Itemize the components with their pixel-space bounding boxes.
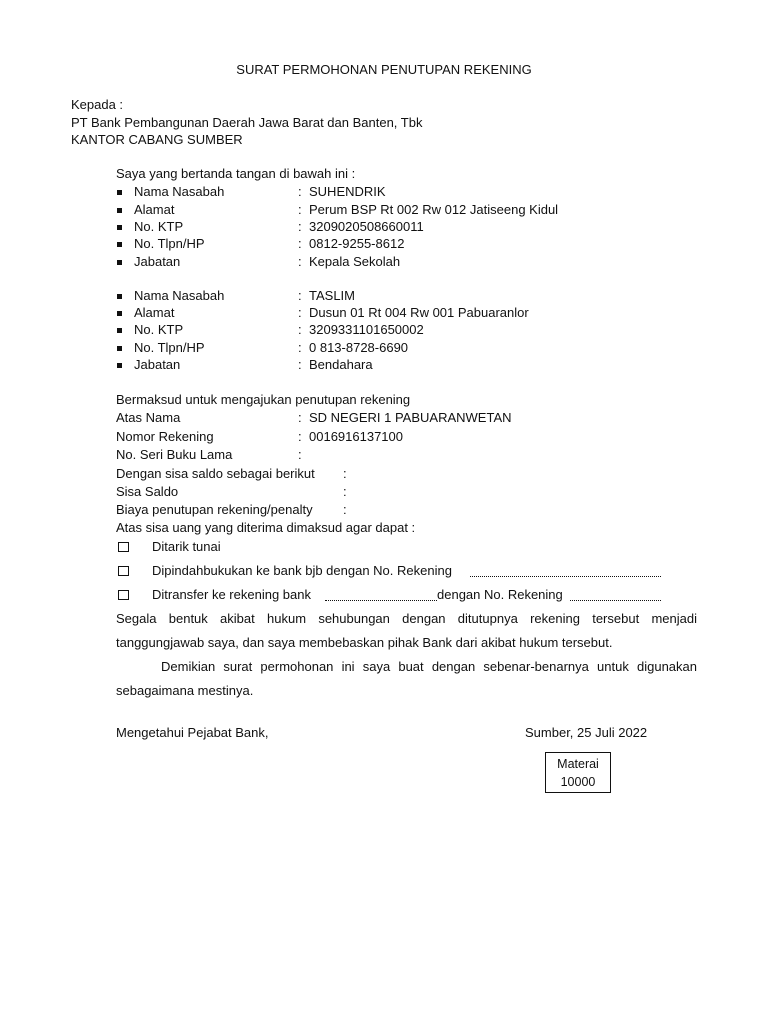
signer-2-name-row bbox=[116, 288, 696, 305]
signer-2-ktp-row bbox=[116, 322, 696, 339]
transfer-account-blank[interactable] bbox=[570, 589, 661, 601]
signer-1-name-row bbox=[116, 184, 696, 201]
field-colon: : bbox=[298, 288, 302, 303]
field-colon: : bbox=[298, 410, 302, 425]
stamp-amount: 10000 bbox=[560, 775, 596, 789]
bullet-icon bbox=[117, 190, 122, 195]
letter-title: SURAT PERMOHONAN PENUTUPAN REKENING bbox=[236, 62, 532, 77]
recipient-greeting: Kepada : bbox=[71, 97, 124, 112]
field-value: Dusun 01 Rt 004 Rw 001 Pabuaranlor bbox=[309, 305, 529, 320]
option-label: Ditransfer ke rekening bank bbox=[152, 587, 311, 602]
account-number-row bbox=[116, 429, 696, 446]
option-bank-transfer bbox=[116, 587, 696, 604]
field-value: 3209331101650002 bbox=[309, 322, 424, 337]
recipient-bank: PT Bank Pembangunan Daerah Jawa Barat dan Banten, Tbk bbox=[71, 115, 423, 130]
field-label: Nomor Rekening bbox=[116, 429, 214, 444]
liability-paragraph: Segala bentuk akibat hukum sehubungan dengan ditutupnya rekening tersebut menjadi tanggungjawab saya, dan saya membebaskan pihak Bank dari akibat hukum tersebut. bbox=[116, 611, 697, 650]
bullet-icon bbox=[117, 294, 122, 299]
signer-2-position-row bbox=[116, 357, 696, 374]
field-label: No. KTP bbox=[134, 322, 184, 337]
option-label-2: dengan No. Rekening bbox=[437, 587, 563, 602]
field-label: No. KTP bbox=[134, 219, 184, 234]
field-value: Kepala Sekolah bbox=[309, 254, 401, 269]
field-label: Nama Nasabah bbox=[134, 288, 225, 303]
field-colon: : bbox=[298, 236, 302, 251]
stamp-label: Materai bbox=[557, 757, 599, 771]
bullet-icon bbox=[117, 363, 122, 368]
place-date: Sumber, 25 Juli 2022 bbox=[525, 725, 648, 740]
signer-1-phone-row bbox=[116, 236, 696, 253]
field-value: TASLIM bbox=[309, 288, 355, 303]
field-label: Jabatan bbox=[134, 254, 181, 269]
field-colon: : bbox=[298, 322, 302, 337]
bullet-icon bbox=[117, 225, 122, 230]
field-colon: : bbox=[298, 447, 302, 462]
bullet-icon bbox=[117, 311, 122, 316]
field-label: No. Tlpn/HP bbox=[134, 236, 205, 251]
field-label: Jabatan bbox=[134, 357, 181, 372]
option-label: Ditarik tunai bbox=[152, 539, 221, 554]
field-label: Biaya penutupan rekening/penalty bbox=[116, 502, 313, 517]
field-colon: : bbox=[298, 357, 302, 372]
signer-1-position-row bbox=[116, 254, 696, 271]
field-value: SUHENDRIK bbox=[309, 184, 386, 199]
option-cash-withdrawal bbox=[116, 539, 696, 556]
purpose-text: Bermaksud untuk mengajukan penutupan rekening bbox=[116, 392, 411, 407]
field-label: Sisa Saldo bbox=[116, 484, 179, 499]
remaining-balance-row bbox=[116, 484, 696, 501]
field-value: 0812-9255-8612 bbox=[309, 236, 405, 251]
option-label: Dipindahbukukan ke bank bjb dengan No. Rekening bbox=[152, 563, 452, 578]
field-colon: : bbox=[298, 184, 302, 199]
field-label: Atas Nama bbox=[116, 410, 181, 425]
field-value: Bendahara bbox=[309, 357, 373, 372]
field-value: 3209020508660011 bbox=[309, 219, 424, 234]
remaining-funds-intro: Atas sisa uang yang diterima dimaksud agar dapat : bbox=[116, 520, 416, 535]
intro-text: Saya yang bertanda tangan di bawah ini : bbox=[116, 166, 356, 181]
field-colon: : bbox=[343, 466, 347, 481]
signer-2-phone-row bbox=[116, 340, 696, 357]
field-colon: : bbox=[343, 484, 347, 499]
field-colon: : bbox=[298, 305, 302, 320]
bullet-icon bbox=[117, 260, 122, 265]
balance-intro-row bbox=[116, 466, 696, 483]
bank-officer-label: Mengetahui Pejabat Bank, bbox=[116, 725, 269, 740]
closing-fee-row bbox=[116, 502, 696, 519]
bullet-icon bbox=[117, 346, 122, 351]
field-label: Nama Nasabah bbox=[134, 184, 225, 199]
checkbox-bank-transfer[interactable] bbox=[118, 590, 129, 600]
account-number-blank[interactable] bbox=[470, 565, 661, 577]
field-label: No. Tlpn/HP bbox=[134, 340, 205, 355]
account-name-row bbox=[116, 410, 696, 427]
field-colon: : bbox=[298, 202, 302, 217]
field-label: No. Seri Buku Lama bbox=[116, 447, 233, 462]
signer-2-address-row bbox=[116, 305, 696, 322]
bullet-icon bbox=[117, 242, 122, 247]
field-label: Alamat bbox=[134, 202, 175, 217]
bank-name-blank[interactable] bbox=[325, 589, 437, 601]
field-colon: : bbox=[343, 502, 347, 517]
recipient-branch: KANTOR CABANG SUMBER bbox=[71, 132, 243, 147]
signer-1-ktp-row bbox=[116, 219, 696, 236]
checkbox-internal-transfer[interactable] bbox=[118, 566, 129, 576]
field-colon: : bbox=[298, 219, 302, 234]
old-book-serial-row bbox=[116, 447, 696, 464]
signer-1-address-row bbox=[116, 202, 696, 219]
field-value: Perum BSP Rt 002 Rw 012 Jatiseeng Kidul bbox=[309, 202, 559, 217]
field-value: 0 813-8728-6690 bbox=[309, 340, 409, 355]
field-label: Dengan sisa saldo sebagai berikut bbox=[116, 466, 315, 481]
closing-paragraph: Demikian surat permohonan ini saya buat dengan sebenar-benarnya untuk digunakan sebagaimana mestinya. bbox=[116, 659, 697, 698]
field-value: 0016916137100 bbox=[309, 429, 403, 444]
field-colon: : bbox=[298, 340, 302, 355]
bullet-icon bbox=[117, 328, 122, 333]
field-value: SD NEGERI 1 PABUARANWETAN bbox=[309, 410, 512, 425]
checkbox-cash[interactable] bbox=[118, 542, 129, 552]
field-colon: : bbox=[298, 429, 302, 444]
field-colon: : bbox=[298, 254, 302, 269]
stamp-duty-box bbox=[545, 752, 611, 793]
bullet-icon bbox=[117, 208, 122, 213]
field-label: Alamat bbox=[134, 305, 175, 320]
option-internal-transfer bbox=[116, 563, 696, 580]
